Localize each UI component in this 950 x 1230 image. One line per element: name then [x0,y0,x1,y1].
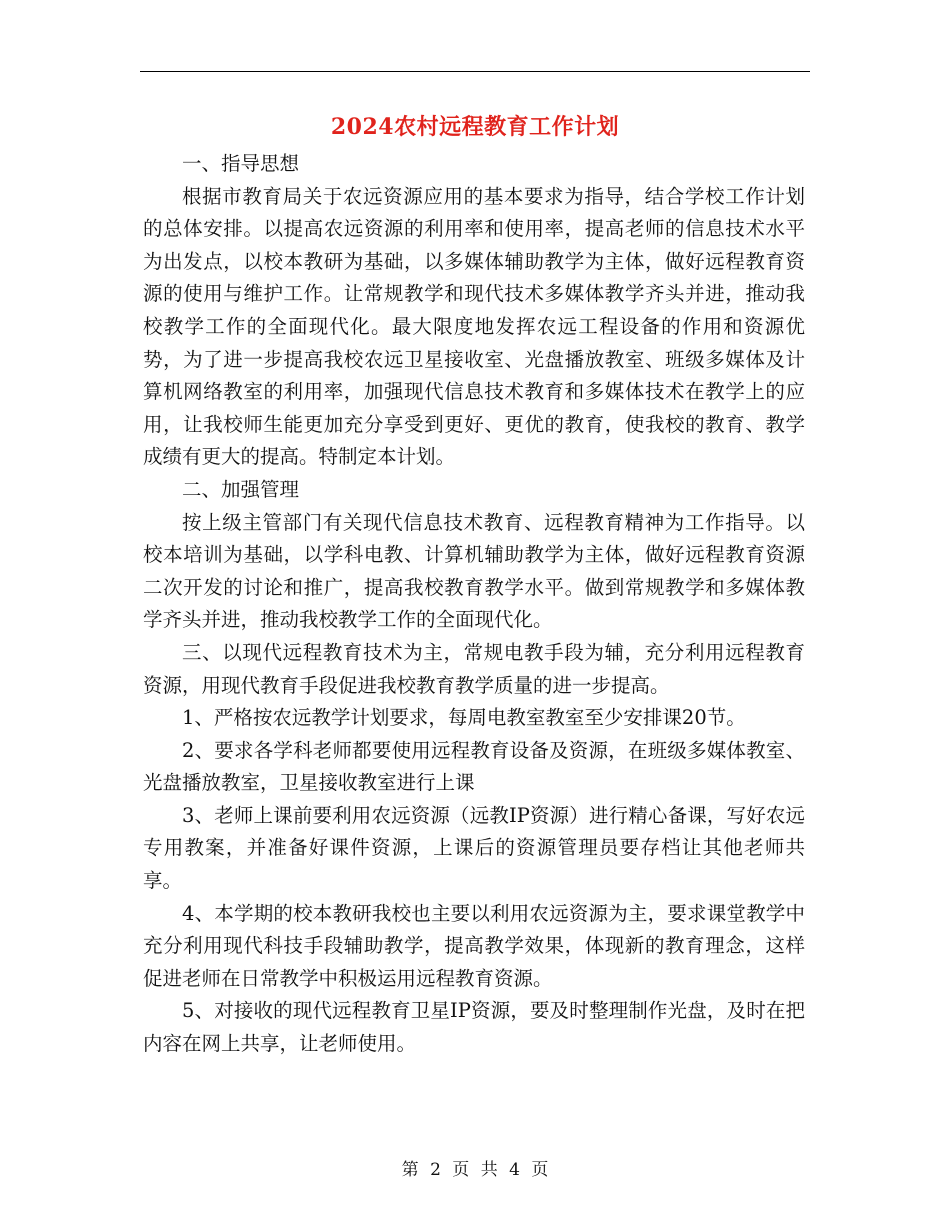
list-item-1: 1、严格按农远教学计划要求，每周电教室教室至少安排课20节。 [182,706,746,730]
page-footer: 第 2 页 共 4 页 [401,1160,549,1180]
list-item-3: 3、老师上课前要利用农远资源（远教IP资源）进行精心备课，写好农远专用教案，并准备好课件资源，上课后的资源管理员要存档让其他老师共享。 [143,803,805,893]
document-body [143,148,805,1061]
list-item-5: 5、对接收的现代远程教育卫星IP资源，要及时整理制作光盘，及时在把内容在网上共享，让老师使用。 [143,999,805,1056]
heading-section-three: 三、以现代远程教育技术为主，常规电教手段为辅，充分利用远程教育资源，用现代教育手段促进我校教育教学质量的进一步提高。 [143,640,805,697]
heading-strengthen-management: 二、加强管理 [182,477,300,501]
paragraph-strengthen-management: 按上级主管部门有关现代信息技术教育、远程教育精神为工作指导。以校本培训为基础，以学科电教、计算机辅助教学为主体，做好远程教育资源二次开发的讨论和推广，提高我校教育教学水平。做到常规教学和多媒体教学齐头并进，推动我校教学工作的全面现代化。 [143,510,805,632]
header-rule [140,71,810,72]
list-item-4: 4、本学期的校本教研我校也主要以利用农远资源为主，要求课堂教学中充分利用现代科技手段辅助教学，提高教学效果，体现新的教育理念，这样促进老师在日常教学中积极运用远程教育资源。 [143,901,805,990]
document-title: 2024农村远程教育工作计划 [330,114,620,140]
paragraph-guiding-ideology: 根据市教育局关于农远资源应用的基本要求为指导，结合学校工作计划的总体安排。以提高农远资源的利用率和使用率，提高老师的信息技术水平为出发点，以校本教研为基础，以多媒体辅助教学为主体，做好远程教育资源的使用与维护工作。让常规教学和现代技术多媒体教学齐头并进，推动我校教学工作的全面现代化。最大限度地发挥农远工程设备的作用和资源优势，为了进一步提高我校农远卫星接收室、光盘播放教室、班级多媒体及计算机网络教室的利用率，加强现代信息技术教育和多媒体技术在教学上的应用，让我校师生能更加充分享受到更好、更优的教育，使我校的教育、教学成绩有更大的提高。特制定本计划。 [143,184,805,469]
list-item-2: 2、要求各学科老师都要使用远程教育设备及资源，在班级多媒体教室、光盘播放教室，卫星接收教室进行上课 [143,738,805,795]
heading-guiding-ideology: 一、指导思想 [182,152,300,175]
